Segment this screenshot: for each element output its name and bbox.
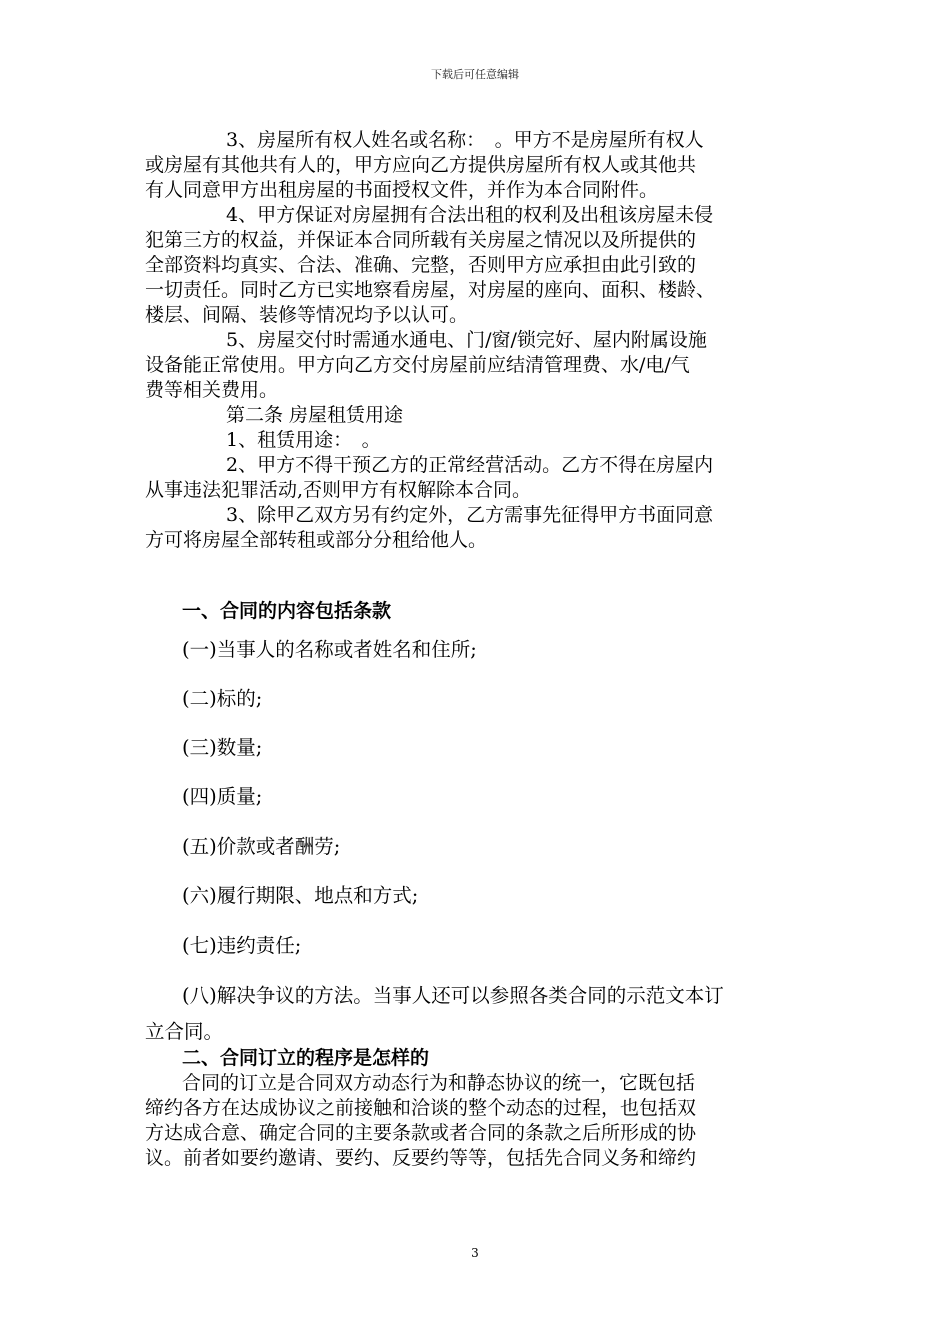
list-item: (一)当事人的名称或者姓名和住所; — [182, 638, 477, 661]
clause-line: 5、房屋交付时需通水通电、门/窗/锁完好、屋内附属设施 — [226, 329, 707, 351]
clause-line: 一切责任。同时乙方已实地察看房屋，对房屋的座向、面积、楼龄、 — [145, 279, 716, 301]
paragraph-line: 缔约各方在达成协议之前接触和洽谈的整个动态的过程，也包括双 — [145, 1097, 697, 1119]
clause-line: 3、除甲乙双方另有约定外，乙方需事先征得甲方书面同意 — [226, 504, 714, 526]
paragraph-line: 合同的订立是合同双方动态行为和静态协议的统一，它既包括 — [182, 1072, 696, 1094]
clause-line: 犯第三方的权益，并保证本合同所载有关房屋之情况以及所提供的 — [145, 229, 697, 251]
clause-line: 全部资料均真实、合法、准确、完整，否则甲方应承担由此引致的 — [145, 254, 697, 276]
list-item: (八)解决争议的方法。当事人还可以参照各类合同的示范文本订 — [182, 984, 724, 1007]
list-item: (四)质量; — [182, 785, 263, 808]
section-heading: 二、合同订立的程序是怎样的 — [182, 1047, 430, 1069]
clause-line: 2、甲方不得干预乙方的正常经营活动。乙方不得在房屋内 — [226, 454, 714, 476]
list-item: (六)履行期限、地点和方式; — [182, 884, 419, 907]
list-item-continuation: 立合同。 — [145, 1020, 224, 1043]
clause-line: 1、租赁用途： 。 — [226, 429, 381, 451]
clause-line: 有人同意甲方出租房屋的书面授权文件，并作为本合同附件。 — [145, 179, 659, 201]
clause-line: 费等相关费用。 — [145, 379, 279, 401]
list-item: (五)价款或者酬劳; — [182, 835, 341, 858]
section-heading: 一、合同的内容包括条款 — [182, 600, 392, 622]
clause-line: 从事违法犯罪活动,否则甲方有权解除本合同。 — [145, 479, 532, 501]
paragraph-line: 议。前者如要约邀请、要约、反要约等等，包括先合同义务和缔约 — [145, 1147, 697, 1169]
clause-line: 楼层、间隔、装修等情况均予以认可。 — [145, 304, 469, 326]
clause-line: 4、甲方保证对房屋拥有合法出租的权利及出租该房屋未侵 — [226, 204, 714, 226]
list-item: (七)违约责任; — [182, 934, 302, 957]
paragraph-line: 方达成合意、确定合同的主要条款或者合同的条款之后所形成的协 — [145, 1122, 697, 1144]
page-number: 3 — [471, 1246, 479, 1260]
clause-line: 3、房屋所有权人姓名或名称： 。甲方不是房屋所有权人 — [226, 129, 704, 151]
list-item: (三)数量; — [182, 736, 263, 759]
clause-line: 设备能正常使用。甲方向乙方交付房屋前应结清管理费、水/电/气 — [145, 354, 690, 376]
clause-line: 方可将房屋全部转租或部分分租给他人。 — [145, 529, 488, 551]
list-item: (二)标的; — [182, 687, 263, 710]
article-heading: 第二条 房屋租赁用途 — [226, 404, 404, 426]
clause-line: 或房屋有其他共有人的，甲方应向乙方提供房屋所有权人或其他共 — [145, 154, 697, 176]
page-header-note: 下载后可任意编辑 — [431, 68, 519, 81]
